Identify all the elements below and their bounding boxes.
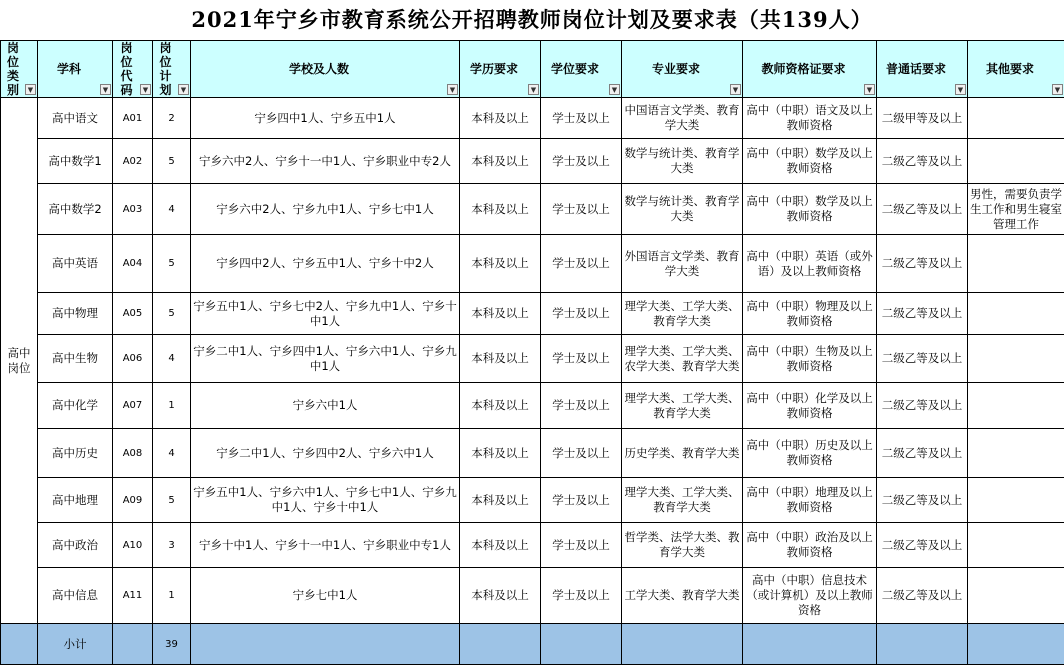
header-subject (38, 41, 113, 98)
filter-dropdown-icon[interactable]: ▼ (528, 84, 539, 95)
header-label: 学科 (57, 62, 81, 76)
header-degree (541, 41, 622, 98)
cell-plan: 5 (153, 235, 191, 293)
header-row (1, 41, 1064, 98)
cell-cert: 高中（中职）数学及以上教师资格 (743, 139, 877, 184)
cell-degree: 学士及以上 (541, 429, 622, 478)
header-category (1, 41, 38, 98)
header-label: 岗位代码 (120, 41, 132, 97)
subtotal-empty-cell (191, 624, 460, 665)
subtotal-plan: 39 (153, 624, 191, 665)
table-row (1, 568, 1064, 624)
cell-subject: 高中物理 (38, 293, 113, 335)
table-row (1, 383, 1064, 429)
cell-schools: 宁乡二中1人、宁乡四中2人、宁乡六中1人 (191, 429, 460, 478)
header-major (622, 41, 743, 98)
cell-subject: 高中历史 (38, 429, 113, 478)
cell-code: A01 (113, 98, 153, 139)
subtotal-empty-cell (460, 624, 541, 665)
cell-major: 理学大类、工学大类、农学大类、教育学大类 (622, 335, 743, 383)
cell-edu: 本科及以上 (460, 383, 541, 429)
cell-subject: 高中地理 (38, 478, 113, 523)
cell-code: A10 (113, 523, 153, 568)
cell-mandarin: 二级乙等及以上 (877, 184, 968, 235)
subtotal-label: 小计 (38, 624, 113, 665)
header-label: 岗位类别 (7, 41, 19, 97)
subtotal-empty-cell (113, 624, 153, 665)
header-plan (153, 41, 191, 98)
table-row (1, 293, 1064, 335)
cell-schools: 宁乡十中1人、宁乡十一中1人、宁乡职业中专1人 (191, 523, 460, 568)
header-code (113, 41, 153, 98)
cell-code: A07 (113, 383, 153, 429)
cell-cert: 高中（中职）语文及以上教师资格 (743, 98, 877, 139)
cell-edu: 本科及以上 (460, 429, 541, 478)
cell-degree: 学士及以上 (541, 335, 622, 383)
filter-dropdown-icon[interactable]: ▼ (140, 84, 151, 95)
cell-schools: 宁乡二中1人、宁乡四中1人、宁乡六中1人、宁乡九中1人 (191, 335, 460, 383)
cell-other (968, 293, 1064, 335)
header-cert (743, 41, 877, 98)
cell-schools: 宁乡四中2人、宁乡五中1人、宁乡十中2人 (191, 235, 460, 293)
header-schools (191, 41, 460, 98)
cell-plan: 1 (153, 568, 191, 624)
header-label: 学校及人数 (289, 62, 349, 76)
header-label: 学历要求 (470, 62, 518, 76)
cell-other (968, 429, 1064, 478)
filter-dropdown-icon[interactable]: ▼ (178, 84, 189, 95)
cell-other (968, 523, 1064, 568)
filter-dropdown-icon[interactable]: ▼ (955, 84, 966, 95)
cell-cert: 高中（中职）信息技术（或计算机）及以上教师资格 (743, 568, 877, 624)
category-cell: 高中岗位 (1, 98, 38, 624)
cell-cert: 高中（中职）政治及以上教师资格 (743, 523, 877, 568)
cell-major: 理学大类、工学大类、教育学大类 (622, 478, 743, 523)
cell-degree: 学士及以上 (541, 139, 622, 184)
header-edu (460, 41, 541, 98)
filter-dropdown-icon[interactable]: ▼ (1052, 84, 1063, 95)
cell-schools: 宁乡六中2人、宁乡九中1人、宁乡七中1人 (191, 184, 460, 235)
cell-mandarin: 二级乙等及以上 (877, 523, 968, 568)
cell-plan: 4 (153, 429, 191, 478)
cell-code: A04 (113, 235, 153, 293)
cell-schools: 宁乡五中1人、宁乡六中1人、宁乡七中1人、宁乡九中1人、宁乡十中1人 (191, 478, 460, 523)
cell-edu: 本科及以上 (460, 184, 541, 235)
cell-plan: 4 (153, 335, 191, 383)
cell-plan: 2 (153, 98, 191, 139)
table-row (1, 184, 1064, 235)
cell-cert: 高中（中职）物理及以上教师资格 (743, 293, 877, 335)
subtotal-row (1, 624, 1064, 665)
subtotal-empty-cell (743, 624, 877, 665)
table-row (1, 139, 1064, 184)
cell-code: A08 (113, 429, 153, 478)
cell-plan: 4 (153, 184, 191, 235)
filter-dropdown-icon[interactable]: ▼ (100, 84, 111, 95)
cell-mandarin: 二级乙等及以上 (877, 335, 968, 383)
cell-edu: 本科及以上 (460, 568, 541, 624)
filter-dropdown-icon[interactable]: ▼ (730, 84, 741, 95)
cell-subject: 高中语文 (38, 98, 113, 139)
subtotal-empty-cell (541, 624, 622, 665)
header-label: 教师资格证要求 (761, 62, 845, 76)
header-other (968, 41, 1064, 98)
filter-dropdown-icon[interactable]: ▼ (609, 84, 620, 95)
cell-schools: 宁乡六中2人、宁乡十一中1人、宁乡职业中专2人 (191, 139, 460, 184)
cell-edu: 本科及以上 (460, 235, 541, 293)
cell-edu: 本科及以上 (460, 335, 541, 383)
cell-mandarin: 二级乙等及以上 (877, 383, 968, 429)
cell-code: A02 (113, 139, 153, 184)
table-row (1, 478, 1064, 523)
cell-mandarin: 二级甲等及以上 (877, 98, 968, 139)
cell-major: 工学大类、教育学大类 (622, 568, 743, 624)
cell-cert: 高中（中职）历史及以上教师资格 (743, 429, 877, 478)
cell-mandarin: 二级乙等及以上 (877, 235, 968, 293)
header-label: 普通话要求 (886, 62, 946, 76)
cell-cert: 高中（中职）化学及以上教师资格 (743, 383, 877, 429)
cell-plan: 3 (153, 523, 191, 568)
cell-plan: 1 (153, 383, 191, 429)
cell-code: A11 (113, 568, 153, 624)
cell-major: 理学大类、工学大类、教育学大类 (622, 293, 743, 335)
page-title: 2021年宁乡市教育系统公开招聘教师岗位计划及要求表（共139人） (0, 0, 1064, 40)
cell-mandarin: 二级乙等及以上 (877, 429, 968, 478)
table-row (1, 335, 1064, 383)
cell-mandarin: 二级乙等及以上 (877, 478, 968, 523)
cell-schools: 宁乡四中1人、宁乡五中1人 (191, 98, 460, 139)
cell-major: 数学与统计类、教育学大类 (622, 139, 743, 184)
subtotal-empty-cell (968, 624, 1064, 665)
cell-subject: 高中数学2 (38, 184, 113, 235)
filter-dropdown-icon[interactable]: ▼ (864, 84, 875, 95)
header-label: 专业要求 (652, 62, 700, 76)
header-label: 学位要求 (551, 62, 599, 76)
cell-major: 数学与统计类、教育学大类 (622, 184, 743, 235)
cell-other (968, 335, 1064, 383)
cell-schools: 宁乡五中1人、宁乡七中2人、宁乡九中1人、宁乡十中1人 (191, 293, 460, 335)
cell-code: A05 (113, 293, 153, 335)
cell-subject: 高中数学1 (38, 139, 113, 184)
subtotal-empty-cell (877, 624, 968, 665)
table-row (1, 98, 1064, 139)
cell-other (968, 568, 1064, 624)
cell-other (968, 478, 1064, 523)
cell-code: A03 (113, 184, 153, 235)
table-row (1, 429, 1064, 478)
table-row (1, 235, 1064, 293)
cell-schools: 宁乡七中1人 (191, 568, 460, 624)
cell-major: 历史学类、教育学大类 (622, 429, 743, 478)
table-row (1, 523, 1064, 568)
cell-edu: 本科及以上 (460, 293, 541, 335)
cell-other (968, 98, 1064, 139)
cell-subject: 高中政治 (38, 523, 113, 568)
header-label: 其他要求 (986, 62, 1034, 76)
cell-degree: 学士及以上 (541, 184, 622, 235)
cell-other (968, 383, 1064, 429)
cell-mandarin: 二级乙等及以上 (877, 293, 968, 335)
cell-code: A06 (113, 335, 153, 383)
cell-degree: 学士及以上 (541, 568, 622, 624)
cell-other: 男性，需要负责学生工作和男生寝室管理工作 (968, 184, 1064, 235)
cell-plan: 5 (153, 139, 191, 184)
cell-code: A09 (113, 478, 153, 523)
cell-major: 理学大类、工学大类、教育学大类 (622, 383, 743, 429)
cell-degree: 学士及以上 (541, 293, 622, 335)
cell-schools: 宁乡六中1人 (191, 383, 460, 429)
cell-cert: 高中（中职）数学及以上教师资格 (743, 184, 877, 235)
recruitment-table (0, 40, 1064, 665)
cell-edu: 本科及以上 (460, 478, 541, 523)
cell-degree: 学士及以上 (541, 383, 622, 429)
subtotal-empty-cell (622, 624, 743, 665)
cell-edu: 本科及以上 (460, 139, 541, 184)
cell-subject: 高中化学 (38, 383, 113, 429)
filter-dropdown-icon[interactable]: ▼ (447, 84, 458, 95)
cell-degree: 学士及以上 (541, 478, 622, 523)
cell-cert: 高中（中职）生物及以上教师资格 (743, 335, 877, 383)
cell-major: 中国语言文学类、教育学大类 (622, 98, 743, 139)
cell-plan: 5 (153, 478, 191, 523)
cell-other (968, 139, 1064, 184)
filter-dropdown-icon[interactable]: ▼ (25, 84, 36, 95)
cell-major: 外国语言文学类、教育学大类 (622, 235, 743, 293)
cell-degree: 学士及以上 (541, 98, 622, 139)
cell-subject: 高中生物 (38, 335, 113, 383)
table-body (1, 98, 1064, 665)
cell-mandarin: 二级乙等及以上 (877, 139, 968, 184)
header-label: 岗位计划 (159, 41, 171, 97)
cell-degree: 学士及以上 (541, 235, 622, 293)
cell-edu: 本科及以上 (460, 98, 541, 139)
cell-degree: 学士及以上 (541, 523, 622, 568)
cell-cert: 高中（中职）英语（或外语）及以上教师资格 (743, 235, 877, 293)
cell-mandarin: 二级乙等及以上 (877, 568, 968, 624)
subtotal-empty-cell (1, 624, 38, 665)
cell-other (968, 235, 1064, 293)
cell-edu: 本科及以上 (460, 523, 541, 568)
cell-plan: 5 (153, 293, 191, 335)
header-mandarin (877, 41, 968, 98)
cell-major: 哲学类、法学大类、教育学大类 (622, 523, 743, 568)
cell-subject: 高中信息 (38, 568, 113, 624)
cell-subject: 高中英语 (38, 235, 113, 293)
cell-cert: 高中（中职）地理及以上教师资格 (743, 478, 877, 523)
